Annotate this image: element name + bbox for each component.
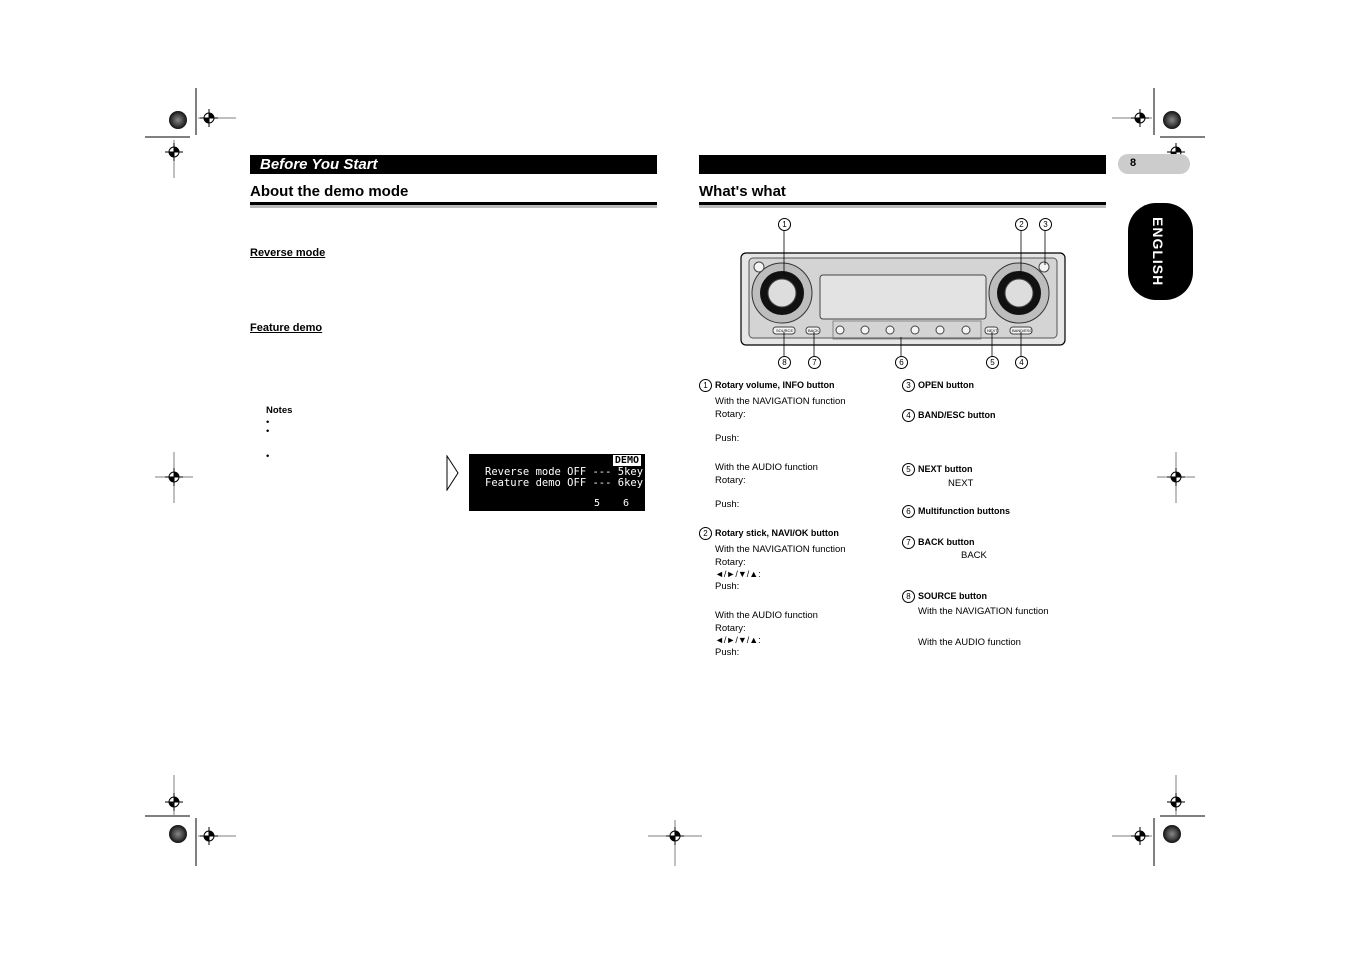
callout-1: 1: [778, 218, 791, 231]
step-arrow-icon: [446, 455, 460, 491]
item-2-nav-arrows: ◄/►/▼/▲:: [715, 569, 761, 579]
item-4-number: 4: [902, 409, 915, 422]
item-8-nav-function: With the NAVIGATION function: [918, 606, 1049, 617]
callout-7: 7: [808, 356, 821, 369]
item-2-title: Rotary stick, NAVI/OK button: [715, 528, 839, 538]
lcd-key-5: 5: [594, 498, 601, 509]
item-5-title: NEXT button: [918, 464, 973, 474]
item-4-title: BAND/ESC button: [918, 410, 996, 420]
item-2-nav-function: With the NAVIGATION function: [715, 544, 846, 555]
item-1-nav-push: Push:: [715, 433, 740, 444]
lcd-display: [469, 454, 645, 511]
item-8-audio-function: With the AUDIO function: [918, 637, 1021, 648]
item-2-audio-function: With the AUDIO function: [715, 610, 818, 621]
page-number: [1118, 154, 1190, 174]
subheading-feature-demo: Feature demo: [250, 322, 323, 334]
item-1-nav-rotary: Rotary:: [715, 409, 746, 420]
item-2-audio-rotary: Rotary:: [715, 623, 746, 634]
language-tab: [1128, 203, 1193, 300]
section-title: Before You Start: [260, 156, 378, 173]
item-6-number: 6: [902, 505, 915, 518]
section-header-bar: [250, 155, 657, 174]
lcd-demo-badge: DEMO: [614, 455, 639, 466]
item-5-detail: NEXT: [948, 478, 974, 489]
callout-leader-lines: [739, 225, 1069, 375]
note-bullet-3: •: [266, 451, 270, 462]
diagram-label-source: SOURCE: [776, 328, 794, 333]
callout-4: 4: [1015, 356, 1028, 369]
item-7-number: 7: [902, 536, 915, 549]
item-2-nav-rotary: Rotary:: [715, 557, 746, 568]
heading-rule-shadow-right: [699, 205, 1106, 208]
page-heading-demo-mode: About the demo mode: [250, 183, 409, 200]
callout-2: 2: [1015, 218, 1028, 231]
section-header-bar-right: [699, 155, 1106, 174]
item-1-number: 1: [699, 379, 712, 392]
item-2-number: 2: [699, 527, 712, 540]
item-2-audio-push: Push:: [715, 647, 740, 658]
callout-8: 8: [778, 356, 791, 369]
page-number-text: 8: [1130, 157, 1137, 169]
notes-title: Notes: [266, 405, 293, 416]
lcd-line-2: Feature demo OFF --- 6key: [485, 477, 644, 489]
item-3-number: 3: [902, 379, 915, 392]
item-2-audio-arrows: ◄/►/▼/▲:: [715, 635, 761, 645]
callout-5: 5: [986, 356, 999, 369]
subheading-reverse-mode: Reverse mode: [250, 247, 326, 259]
item-1-audio-function: With the AUDIO function: [715, 462, 818, 473]
callout-3: 3: [1039, 218, 1052, 231]
item-6-title: Multifunction buttons: [918, 506, 1010, 516]
item-1-title: Rotary volume, INFO button: [715, 380, 835, 390]
lcd-key-6: 6: [623, 498, 630, 509]
diagram-label-next: NEXT: [987, 328, 998, 333]
diagram-label-back: BACK: [808, 328, 819, 333]
language-tab-label: ENGLISH: [1150, 217, 1166, 287]
item-3-title: OPEN button: [918, 380, 974, 390]
diagram-label-band: BAND/ESC: [1012, 328, 1033, 333]
page-heading-whats-what: What's what: [699, 183, 786, 200]
item-8-title: SOURCE button: [918, 591, 987, 601]
item-7-title: BACK button: [918, 537, 975, 547]
callout-6: 6: [895, 356, 908, 369]
item-7-detail: BACK: [961, 550, 987, 561]
item-2-nav-push: Push:: [715, 581, 740, 592]
heading-rule-shadow: [250, 205, 657, 208]
item-5-number: 5: [902, 463, 915, 476]
lcd-line-1: Reverse mode OFF --- 5key: [485, 466, 644, 478]
item-1-audio-push: Push:: [715, 499, 740, 510]
note-bullet-1: •: [266, 417, 270, 428]
item-1-nav-function: With the NAVIGATION function: [715, 396, 846, 407]
note-bullet-2: •: [266, 426, 270, 437]
item-8-number: 8: [902, 590, 915, 603]
item-1-audio-rotary: Rotary:: [715, 475, 746, 486]
